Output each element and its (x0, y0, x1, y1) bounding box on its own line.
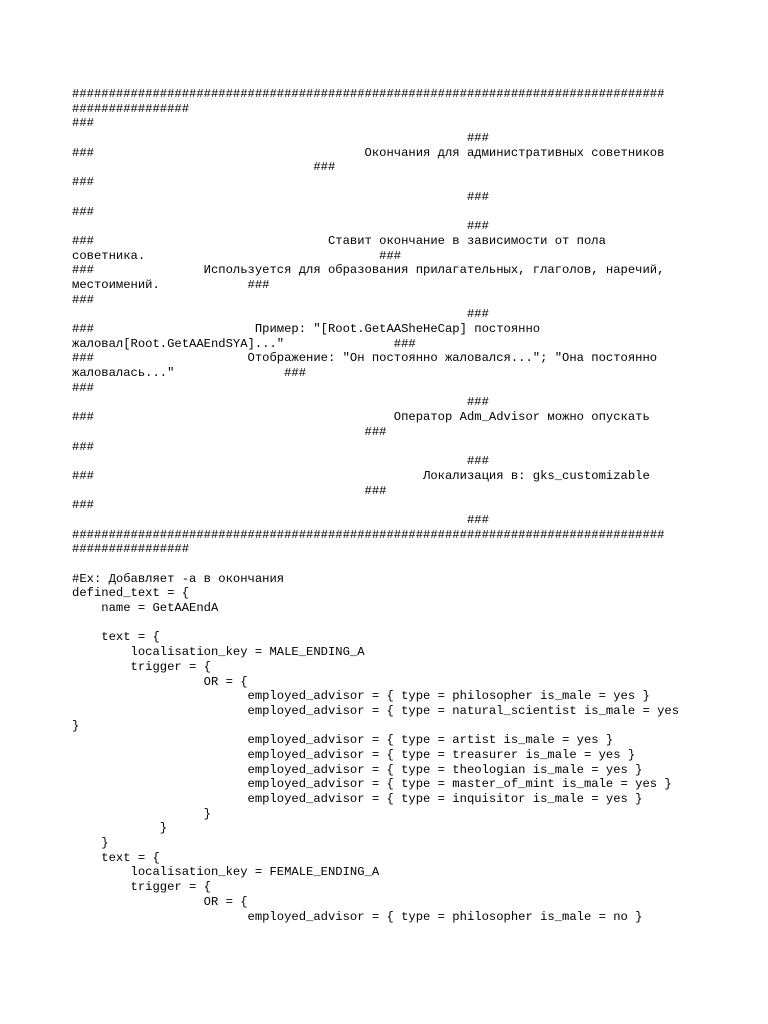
code-line: ### Пример: "[Root.GetAASheHeCap] постоянно (72, 322, 541, 336)
code-line: ### (72, 160, 336, 175)
code-line: defined_text = { (72, 586, 190, 601)
code-line: ### (72, 292, 94, 307)
code-line: ### Отображение: "Он постоянно жаловался..."; "Она постоянно (72, 351, 658, 366)
code-line: ### (72, 175, 94, 190)
code-line: ### (72, 395, 489, 410)
code-line: ################################################################################# (72, 87, 665, 101)
code-line: employed_advisor = { type = philosopher is_male = no } (72, 909, 643, 924)
code-line: ### (72, 454, 489, 469)
code-line: ### (72, 219, 489, 234)
code-line: } (72, 836, 109, 851)
code-line: employed_advisor = { type = inquisitor is_male = yes } (72, 792, 643, 806)
code-line: ### Окончания для административных советников (72, 145, 665, 160)
code-line: ### (72, 380, 94, 395)
code-line: ### Оператор Adm_Advisor можно опускать (72, 410, 650, 425)
code-line: местоимений. ### (72, 277, 270, 292)
code-line: OR = { (72, 674, 248, 689)
code-line: localisation_key = FEMALE_ENDING_A (72, 865, 380, 880)
code-line: ### Используется для образования прилагательных, глаголов, наречий, (72, 263, 665, 278)
code-line: ################ (72, 101, 190, 116)
code-line: ### (72, 307, 489, 322)
code-line: ### (72, 131, 489, 146)
code-line (72, 616, 712, 631)
code-line: trigger = { (72, 880, 211, 895)
code-line: ### Ставит окончание в зависимости от пола (72, 233, 606, 248)
code-line: } (72, 806, 211, 821)
code-line: employed_advisor = { type = treasurer is_male = yes } (72, 747, 636, 762)
code-line: ### (72, 512, 489, 527)
code-text (72, 87, 712, 924)
code-line: text = { (72, 630, 160, 645)
code-line: ### (72, 204, 94, 219)
code-line: employed_advisor = { type = philosopher is_male = yes } (72, 689, 650, 704)
code-line: ################################################################################# (72, 527, 665, 542)
code-line: #Ex: Добавляет -а в окончания (72, 571, 285, 586)
code-line: text = { (72, 850, 160, 865)
code-line: OR = { (72, 894, 248, 909)
code-line: employed_advisor = { type = master_of_mint is_male = yes } (72, 777, 672, 792)
code-line: ################ (72, 542, 190, 557)
code-line: ### Локализация в: gks_customizable (72, 468, 650, 483)
code-line: ### (72, 439, 94, 454)
code-line: ### (72, 498, 94, 513)
code-line: советника. ### (72, 248, 402, 263)
code-line: } (72, 821, 168, 836)
code-line: employed_advisor = { type = theologian is_male = yes } (72, 762, 643, 777)
code-line: name = GetAAEndA (72, 601, 219, 616)
code-line: } (72, 718, 80, 733)
code-line: trigger = { (72, 659, 211, 674)
code-line: ### (72, 483, 387, 498)
code-line: ### (72, 189, 489, 204)
code-line: ### (72, 424, 387, 439)
code-line: employed_advisor = { type = artist is_male = yes } (72, 733, 614, 748)
code-line: ### (72, 116, 94, 131)
code-line (72, 557, 712, 572)
code-line: жаловалась..." ### (72, 366, 307, 381)
code-line: employed_advisor = { type = natural_scientist is_male = yes (72, 703, 680, 718)
code-line: localisation_key = MALE_ENDING_A (72, 645, 365, 660)
code-line: жаловал[Root.GetAAEndSYA]..." ### (72, 336, 416, 351)
